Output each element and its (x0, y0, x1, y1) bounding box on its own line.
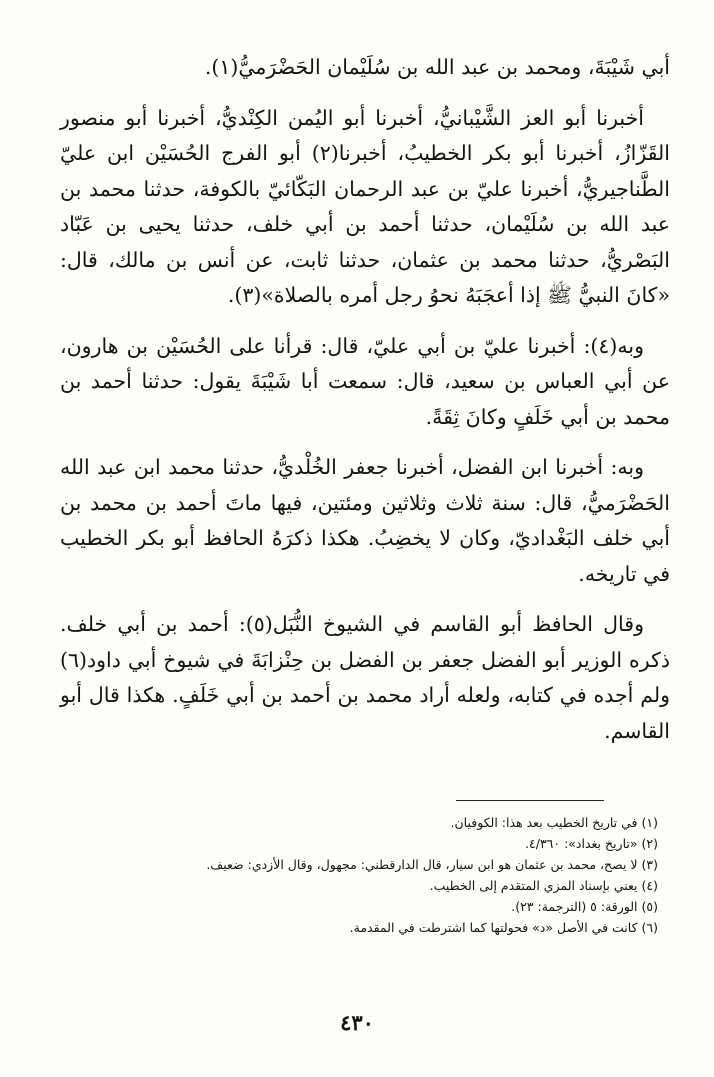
footnote-1: (١) في تاريخ الخطيب بعد هذا: الكوفيان. (450, 815, 658, 830)
paragraph-5: وقال الحافظ أبو القاسم في الشيوخ النُّبَل(٥): أحمد بن أبي خلف. ذكره الوزير أبو الفضل جعفر بن الفضل بن حِنْزابَةَ في شيوخ أبي داود(٦) ولم أجده في كتابه، ولعله أراد محمد بن أحمد بن أبي خَلَفٍ. هكذا قال أبو القاسم. (60, 612, 670, 743)
footnote-3: (٣) لا يصح، محمد بن عثمان هو ابن سيار، قال الدارقطني: مجهول، وقال الأزدي: ضعيف. (206, 857, 658, 872)
footnote-4: (٤) يعني بإسناد المزي المتقدم إلى الخطيب. (429, 878, 658, 893)
paragraph-3: وبه(٤): أخبرنا عليّ بن أبي عليّ، قال: قرأنا على الحُسَيْن بن هارون، عن أبي العباس بن سعيد، قال: سمعت أبا شَيْبَةَ يقول: حدثنا أحمد بن محمد بن أبي خَلَفٍ وكانَ ثِقَةً. (60, 333, 670, 429)
paragraph-4: وبه: أخبرنا ابن الفضل، أخبرنا جعفر الخُلْديُّ، حدثنا محمد ابن عبد الله الحَضْرَميُّ، قال: سنة ثلاث وثلاثين ومئتين، فيها ماتَ أحمد بن محمد بن أبي خلف البَغْداديّ، وكان لا يخضِبُ. هكذا ذكرَهُ الحافظ أبو بكر الخطيب في تاريخه. (60, 455, 670, 586)
footnote-separator (456, 800, 604, 801)
paragraph-2: أخبرنا أبو العز الشَّيْبانيُّ، أخبرنا أبو اليُمن الكِنْديُّ، أخبرنا أبو منصور القَزّازُ، أخبرنا أبو بكر الخطيبُ، أخبرنا(٢) أبو الفرج الحُسَيْن ابن عليّ الطَّناجيريُّ، أخبرنا عليّ بن عبد الرحمان البَكّائيّ بالكوفة، حدثنا محمد بن عبد الله بن سُلَيْمان، حدثنا أحمد بن أبي خلف، حدثنا يحيى بن عَبّاد البَصْريُّ، حدثنا محمد بن عثمان، حدثنا ثابت، عن أنس بن مالك، قال: «كانَ النبيُّ ﷺ إذا أعجَبَهُ نحوُ رجل أمره بالصلاة»(٣). (60, 105, 670, 307)
footnotes (60, 812, 658, 938)
footnote-5: (٥) الورقة: ٥ (الترجمة: ٢٣). (511, 899, 658, 914)
footnote-2: (٢) «تاريخ بغداد»: ٤/٣٦٠. (525, 836, 658, 851)
page-number: ٤٣٠ (340, 1010, 374, 1035)
paragraph-1: أبي شَيْبَةَ، ومحمد بن عبد الله بن سُلَيْمان الحَضْرَميُّ(١). (204, 55, 670, 79)
footnote-6: (٦) كانت في الأصل «د» فحولتها كما اشترطت في المقدمة. (349, 920, 658, 935)
main-text (60, 50, 670, 749)
